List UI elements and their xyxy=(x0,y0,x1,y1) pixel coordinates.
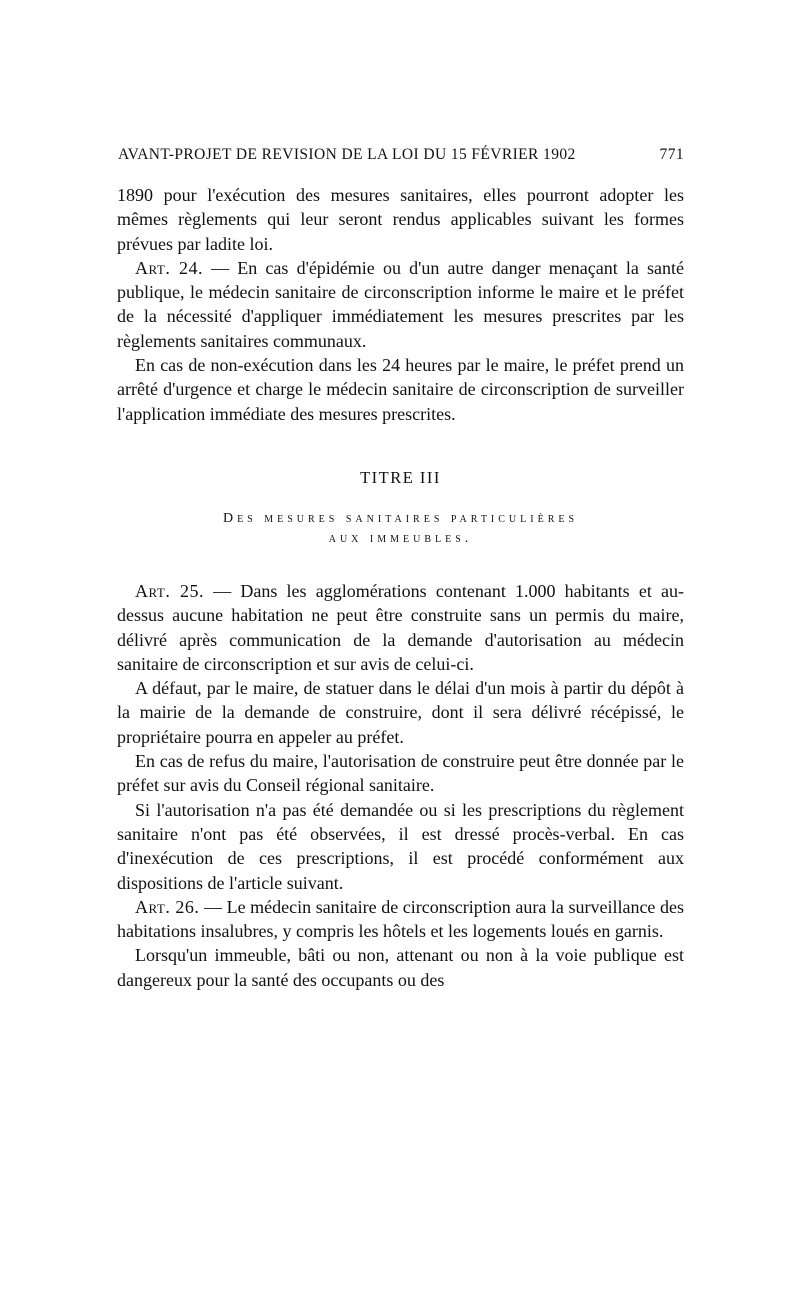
article-text: — En cas d'épidémie ou d'un autre danger menaçant la santé publique, le médecin sanitaire de circonscription informe le maire et le préfet de la nécessité d'appliquer immédiatement les mesures prescrites par les règlements sanitaires communaux. xyxy=(117,257,684,351)
running-title: AVANT-PROJET DE REVISION DE LA LOI DU 15 FÉVRIER 1902 xyxy=(118,146,576,163)
running-header xyxy=(118,146,684,168)
article-text: — Dans les agglomérations contenant 1.000 habitants et au-dessus aucune habitation ne peut être construite sans un permis du maire, délivré après communication de la demande d'autorisation au médecin sanitaire de circonscription et sur avis de celui-ci. xyxy=(117,580,684,674)
section-subtitle-line-2: aux immeubles. xyxy=(328,530,473,546)
paragraph-continued: 1890 pour l'exécution des mesures sanitaires, elles pourront adopter les mêmes règlements qui leur seront rendus applicables suivant les formes prévues par ladite loi. xyxy=(117,185,684,254)
page-body xyxy=(117,183,684,992)
paragraph-article-25 xyxy=(117,579,684,676)
article-label: Art. 25. xyxy=(135,580,205,601)
paragraph-article-24 xyxy=(117,256,684,353)
section-subtitle-line-1: Des mesures sanitaires particulières xyxy=(222,510,579,526)
article-label: Art. 26. xyxy=(135,896,200,917)
paragraph: En cas de refus du maire, l'autorisation de construire peut être donnée par le préfet sur avis du Conseil régional sanitaire. xyxy=(117,751,684,796)
paragraph: Lorsqu'un immeuble, bâti ou non, attenant ou non à la voie publique est dangereux pour la santé des occupants ou des xyxy=(117,945,684,990)
paragraph: En cas de non-exécution dans les 24 heures par le maire, le préfet prend un arrêté d'urgence et charge le médecin sanitaire de circonscription de surveiller l'application immédiate des mesures prescrites. xyxy=(117,355,684,424)
article-text: — Le médecin sanitaire de circonscription aura la surveillance des habitations insalubres, y compris les hôtels et les logements loués en garnis. xyxy=(117,896,684,942)
article-label: Art. 24. xyxy=(135,257,203,278)
page-number: 771 xyxy=(659,146,684,163)
section-title: TITRE III xyxy=(360,467,441,487)
paragraph: A défaut, par le maire, de statuer dans le délai d'un mois à partir du dépôt à la mairie de la demande de construire, dont il sera délivré récépissé, le propriétaire pourra en appeler au préfet. xyxy=(117,678,684,747)
paragraph: Si l'autorisation n'a pas été demandée ou si les prescriptions du règlement sanitaire n'ont pas été observées, il est dressé procès-verbal. En cas d'inexécution de ces prescriptions, il est procédé conformément aux dispositions de l'article suivant. xyxy=(117,799,684,893)
paragraph-article-26 xyxy=(117,895,684,944)
